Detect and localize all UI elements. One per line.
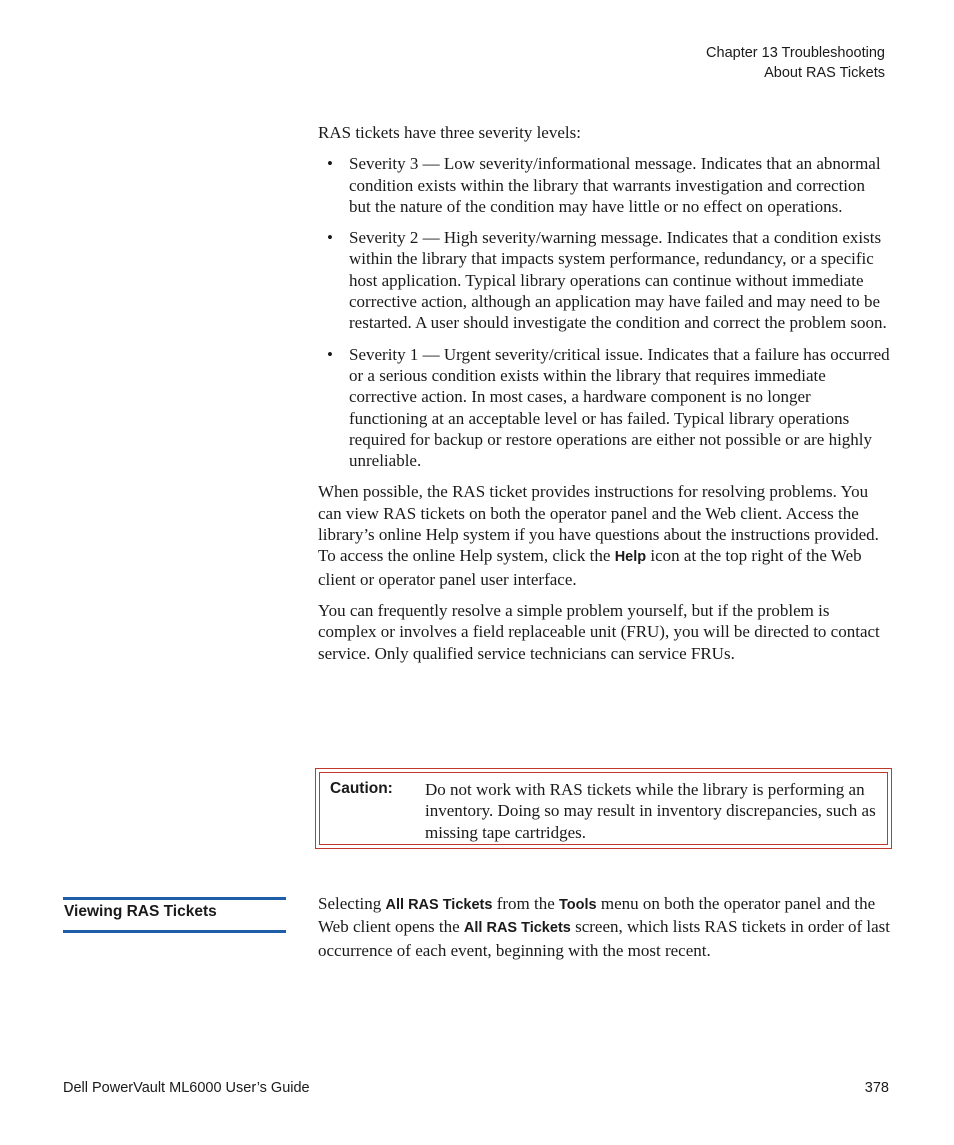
caution-text: Do not work with RAS tickets while the library is performing an inventory. Doing so may result in inventory discrepancies, such as missing tape cartridges.: [425, 780, 876, 842]
main-content: [318, 122, 890, 664]
severity-2-text: Severity 2 — High severity/warning message. Indicates that a condition exists within the library that impacts system performance, redundancy, or a specific host application. Typical library operations can continue without immediate corrective action, although an application may have failed and may need to be restarted. A user should investigate the condition and correct the problem soon.: [349, 228, 887, 333]
footer-title: Dell PowerVault ML6000 User’s Guide: [63, 1080, 310, 1096]
header-chapter: Chapter 13 Troubleshooting: [706, 45, 885, 61]
viewing-paragraph: [318, 893, 890, 961]
severity-3-text: Severity 3 — Low severity/informational message. Indicates that an abnormal condition exists within the library that warrants investigation and correction but the nature of the condition may have little or no effect on operations.: [349, 154, 881, 216]
instructions-text-after: icon at the top right of the Web client or operator panel user interface.: [318, 546, 862, 589]
all-ras-tickets-ui-label: All RAS Tickets: [385, 897, 493, 913]
caution-label: Caution:: [330, 780, 393, 797]
help-ui-label: Help: [614, 549, 647, 566]
list-item: [318, 344, 890, 472]
instructions-paragraph: [318, 481, 890, 589]
bullet-icon: •: [327, 228, 333, 248]
header-section: About RAS Tickets: [764, 65, 885, 81]
viewing-text-4: screen, which lists RAS tickets in order of last occurrence of each event, beginning with the most recent.: [318, 917, 891, 960]
section-heading-text: Viewing RAS Tickets: [64, 903, 217, 920]
viewing-text-1: Selecting: [318, 894, 386, 913]
service-paragraph: You can frequently resolve a simple problem yourself, but if the problem is complex or involves a field replaceable unit (FRU), you will be directed to contact service. Only qualified service technicians can service FRUs.: [318, 600, 880, 663]
viewing-text-2: from the: [492, 894, 560, 913]
viewing-section-content: [318, 893, 890, 961]
intro-paragraph: RAS tickets have three severity levels:: [318, 123, 581, 142]
viewing-text-3: menu on both the operator panel and the Web client opens the: [318, 894, 876, 937]
bullet-icon: •: [327, 154, 333, 174]
running-header: [706, 43, 885, 83]
heading-rule-top: [63, 897, 286, 900]
caution-box: [315, 768, 892, 849]
tools-ui-label: Tools: [559, 897, 597, 913]
section-heading: [63, 897, 286, 933]
all-ras-tickets-screen-label: All RAS Tickets: [463, 920, 571, 937]
caution-inner-border: [319, 772, 888, 845]
severity-list: [318, 153, 890, 471]
severity-1-text: Severity 1 — Urgent severity/critical issue. Indicates that a failure has occurred or a serious condition exists within the library that requires immediate corrective action. In most cases, a hardware component is no longer functioning at an acceptable level or has failed. Typical library operations required for backup or restore operations are either not possible or are highly unreliable.: [349, 344, 890, 471]
list-item: [318, 227, 890, 333]
heading-rule-bottom: [63, 930, 286, 933]
instructions-text-before: When possible, the RAS ticket provides instructions for resolving problems. You can view RAS tickets on both the operator panel and the Web client. Access the library’s online Help system if you have questions about the instructions provided. To access the online Help system, click the: [318, 482, 879, 566]
page-number: 378: [864, 1080, 889, 1096]
bullet-icon: •: [327, 344, 333, 364]
list-item: [318, 153, 890, 217]
